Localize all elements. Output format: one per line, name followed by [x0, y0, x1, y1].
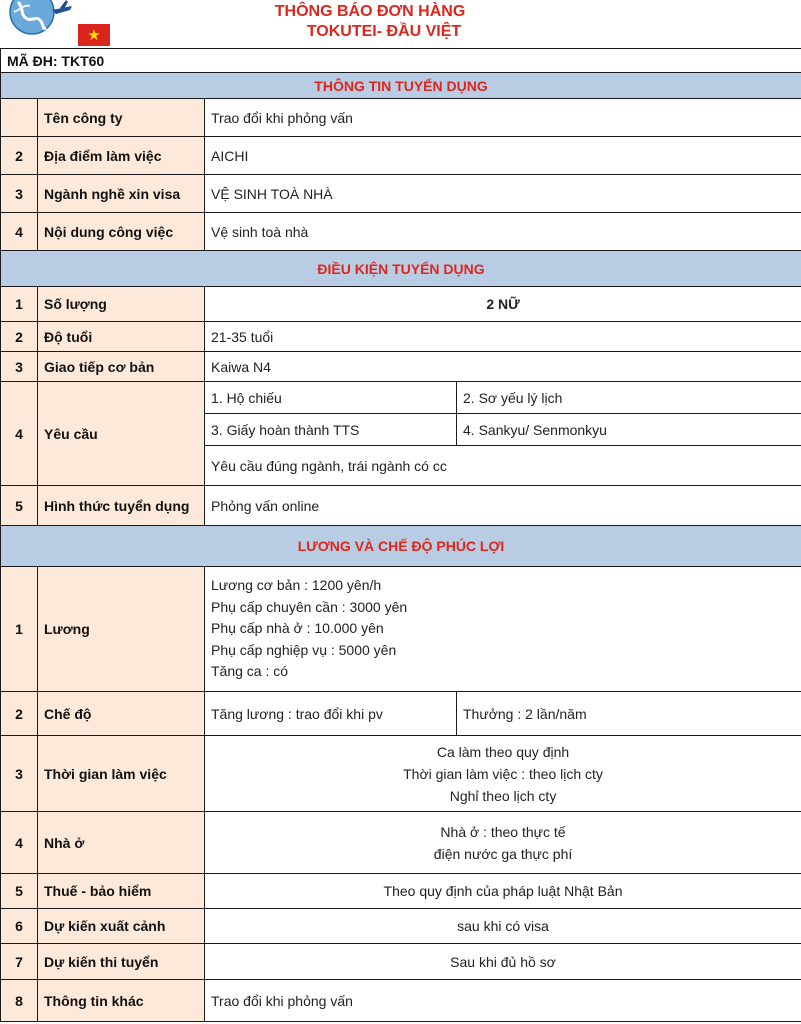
work-time-line: Thời gian làm việc : theo lịch cty	[403, 765, 603, 782]
row-number: 3	[1, 736, 38, 812]
document-header	[0, 0, 801, 48]
requirement-item: 3. Giấy hoàn thành TTS	[205, 414, 457, 446]
row-number: 3	[1, 175, 38, 213]
globe-plane-logo-icon	[6, 0, 76, 40]
label-company-name: Tên công ty	[38, 99, 205, 137]
salary-line: Phụ cấp chuyên cần : 3000 yên	[211, 598, 408, 615]
value-visa-industry: VỆ SINH TOÀ NHÀ	[205, 175, 801, 213]
label-requirements: Yêu cầu	[38, 382, 205, 486]
label-tax-insurance: Thuế - bảo hiểm	[38, 874, 205, 909]
value-exam: Sau khi đủ hồ sơ	[205, 944, 801, 980]
row-number: 5	[1, 486, 38, 526]
row-number: 2	[1, 137, 38, 175]
row-number: 5	[1, 874, 38, 909]
requirement-note: Yêu cầu đúng ngành, trái ngành có cc	[205, 446, 801, 486]
label-regime: Chế độ	[38, 692, 205, 736]
table-row	[1, 486, 801, 526]
row-number: 2	[1, 322, 38, 352]
housing-line: điện nước ga thực phí	[433, 845, 573, 862]
vietnam-flag-icon: ★	[78, 24, 110, 46]
value-other-info: Trao đổi khi phỏng vấn	[205, 980, 801, 1022]
value-work-location: AICHI	[205, 137, 801, 175]
section-salary-benefits: LƯƠNG VÀ CHẾ ĐỘ PHÚC LỢI	[1, 526, 801, 567]
order-code: MÃ ĐH: TKT60	[1, 49, 801, 73]
label-work-time: Thời gian làm việc	[38, 736, 205, 812]
label-work-location: Địa điểm làm việc	[38, 137, 205, 175]
row-number: 8	[1, 980, 38, 1022]
salary-line: Lương cơ bản : 1200 yên/h	[211, 577, 382, 594]
value-salary	[205, 567, 801, 692]
label-salary: Lương	[38, 567, 205, 692]
value-tax-insurance: Theo quy định của pháp luật Nhật Bản	[205, 874, 801, 909]
label-exam: Dự kiến thi tuyển	[38, 944, 205, 980]
label-language: Giao tiếp cơ bản	[38, 352, 205, 382]
table-row	[1, 137, 801, 175]
label-other-info: Thông tin khác	[38, 980, 205, 1022]
order-code-row	[1, 49, 801, 73]
label-recruitment-form: Hình thức tuyển dụng	[38, 486, 205, 526]
table-row	[1, 944, 801, 980]
row-number	[1, 99, 38, 137]
section-recruitment-conditions: ĐIỀU KIỆN TUYỂN DỤNG	[1, 251, 801, 287]
row-number: 1	[1, 287, 38, 322]
table-row	[1, 99, 801, 137]
value-job-content: Vệ sinh toà nhà	[205, 213, 801, 251]
label-housing: Nhà ở	[38, 812, 205, 874]
salary-line: Tăng ca : có	[211, 663, 289, 680]
requirement-item: 1. Hộ chiếu	[205, 382, 457, 414]
label-departure: Dự kiến xuất cảnh	[38, 909, 205, 944]
value-housing	[205, 812, 801, 874]
table-row	[1, 287, 801, 322]
table-row	[1, 567, 801, 692]
label-quantity: Số lượng	[38, 287, 205, 322]
table-row	[1, 322, 801, 352]
requirement-item: 4. Sankyu/ Senmonkyu	[457, 414, 801, 446]
label-visa-industry: Ngành nghề xin visa	[38, 175, 205, 213]
title-line-1: THÔNG BÁO ĐƠN HÀNG	[274, 3, 466, 20]
section-header-row	[1, 251, 801, 287]
value-recruitment-form: Phỏng vấn online	[205, 486, 801, 526]
work-time-line: Ca làm theo quy định	[436, 743, 570, 760]
document-title	[190, 2, 550, 42]
order-table	[0, 48, 801, 1022]
section-recruitment-info: THÔNG TIN TUYỂN DỤNG	[1, 73, 801, 99]
title-line-2: TOKUTEI- ĐẦU VIỆT	[306, 23, 462, 40]
value-work-time	[205, 736, 801, 812]
table-row	[1, 736, 801, 812]
table-row	[1, 352, 801, 382]
row-number: 7	[1, 944, 38, 980]
row-number: 2	[1, 692, 38, 736]
row-number: 3	[1, 352, 38, 382]
table-row	[1, 980, 801, 1022]
row-number: 4	[1, 812, 38, 874]
value-departure: sau khi có visa	[205, 909, 801, 944]
row-number: 4	[1, 382, 38, 486]
work-time-line: Nghỉ theo lịch cty	[449, 787, 557, 804]
table-row	[1, 175, 801, 213]
label-job-content: Nội dung công việc	[38, 213, 205, 251]
row-number: 4	[1, 213, 38, 251]
value-raise: Tăng lương : trao đổi khi pv	[205, 692, 457, 736]
section-header-row	[1, 73, 801, 99]
table-row	[1, 874, 801, 909]
table-row	[1, 812, 801, 874]
value-company-name: Trao đổi khi phỏng vấn	[205, 99, 801, 137]
table-row	[1, 213, 801, 251]
row-number: 1	[1, 567, 38, 692]
value-quantity: 2 NỮ	[205, 287, 801, 322]
requirement-item: 2. Sơ yếu lý lịch	[457, 382, 801, 414]
salary-line: Phụ cấp nhà ở : 10.000 yên	[211, 620, 384, 637]
label-age: Độ tuổi	[38, 322, 205, 352]
table-row	[1, 692, 801, 736]
table-row	[1, 909, 801, 944]
value-age: 21-35 tuổi	[205, 322, 801, 352]
row-number: 6	[1, 909, 38, 944]
value-language: Kaiwa N4	[205, 352, 801, 382]
value-bonus: Thưởng : 2 lần/năm	[457, 692, 801, 736]
housing-line: Nhà ở : theo thực tế	[440, 823, 566, 840]
table-row	[1, 382, 801, 414]
section-header-row	[1, 526, 801, 567]
salary-line: Phụ cấp nghiệp vụ : 5000 yên	[211, 641, 397, 658]
